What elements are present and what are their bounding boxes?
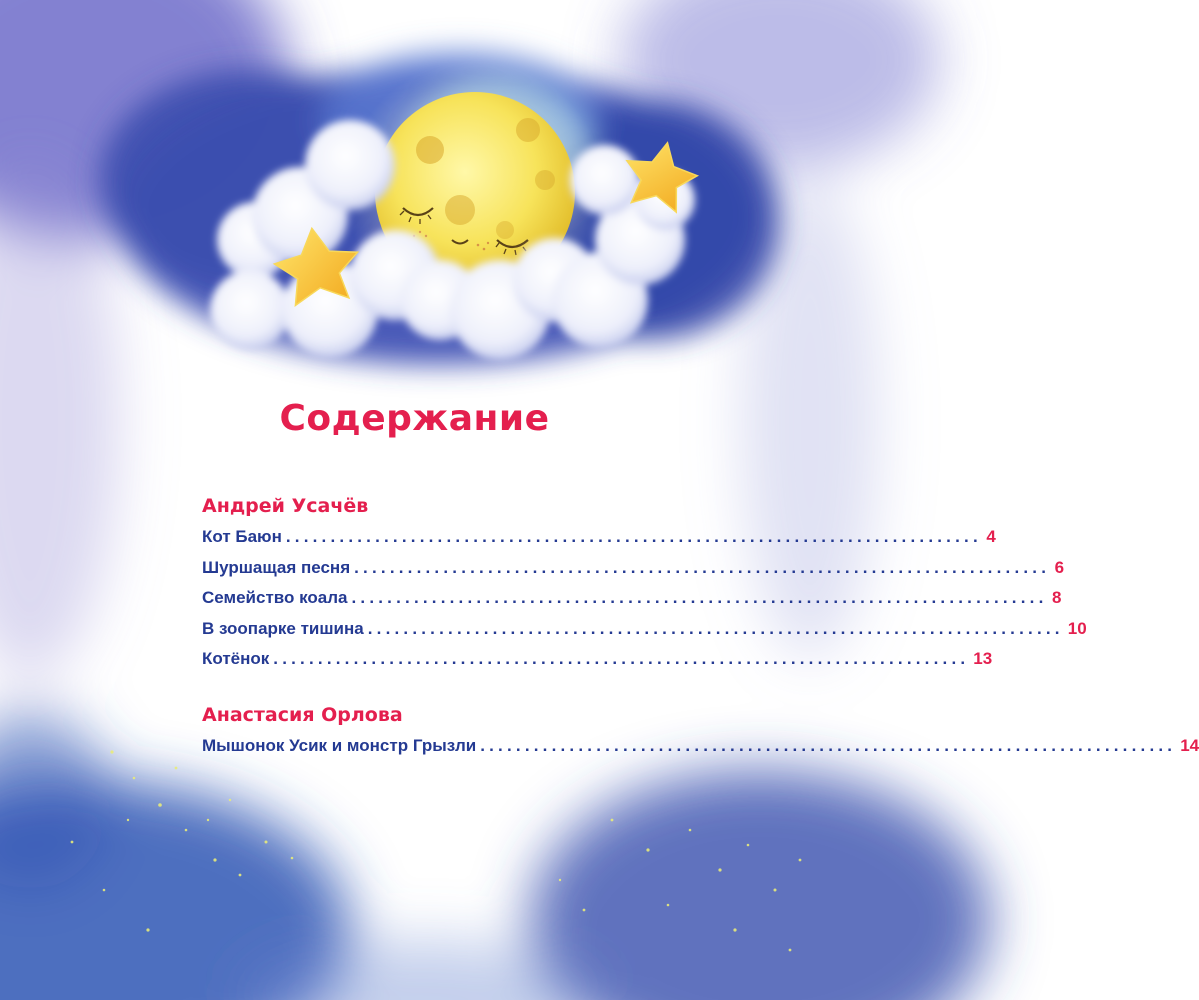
toc-entry[interactable] — [202, 644, 993, 675]
contents-title: Содержание — [279, 398, 550, 439]
entry-title: Шуршащая песня — [202, 557, 351, 577]
entry-page: 6 — [1054, 557, 1065, 577]
toc-section-orlova — [202, 701, 1199, 762]
leader-dots: .............................................................................. — [351, 588, 1048, 607]
toc-entry[interactable] — [202, 553, 1065, 584]
entry-page: 10 — [1067, 618, 1087, 638]
leader-dots: .............................................................................. — [354, 557, 1051, 577]
leader-dots: .............................................................................. — [273, 649, 970, 668]
entry-page: 13 — [973, 649, 993, 668]
entry-title: Котёнок — [202, 649, 270, 668]
entry-title: В зоопарке тишина — [202, 618, 364, 638]
leader-dots: .............................................................................. — [480, 736, 1177, 755]
leader-dots: .............................................................................. — [367, 618, 1064, 638]
entry-title: Мышонок Усик и монстр Грызли — [202, 736, 477, 755]
toc-entry[interactable] — [202, 731, 1199, 762]
entry-title: Семейство коала — [202, 588, 348, 607]
toc-entry[interactable] — [202, 522, 996, 553]
entry-page: 14 — [1180, 736, 1199, 755]
toc-entry[interactable] — [202, 614, 1087, 645]
entry-page: 8 — [1052, 588, 1062, 607]
leader-dots: .............................................................................. — [285, 527, 982, 546]
entry-page: 4 — [986, 527, 996, 546]
toc-entry[interactable] — [202, 583, 1062, 614]
author-name: Андрей Усачёв — [202, 495, 369, 517]
entry-title: Кот Баюн — [202, 527, 282, 546]
author-name: Анастасия Орлова — [202, 704, 403, 726]
toc-section-usachev — [202, 492, 1087, 675]
